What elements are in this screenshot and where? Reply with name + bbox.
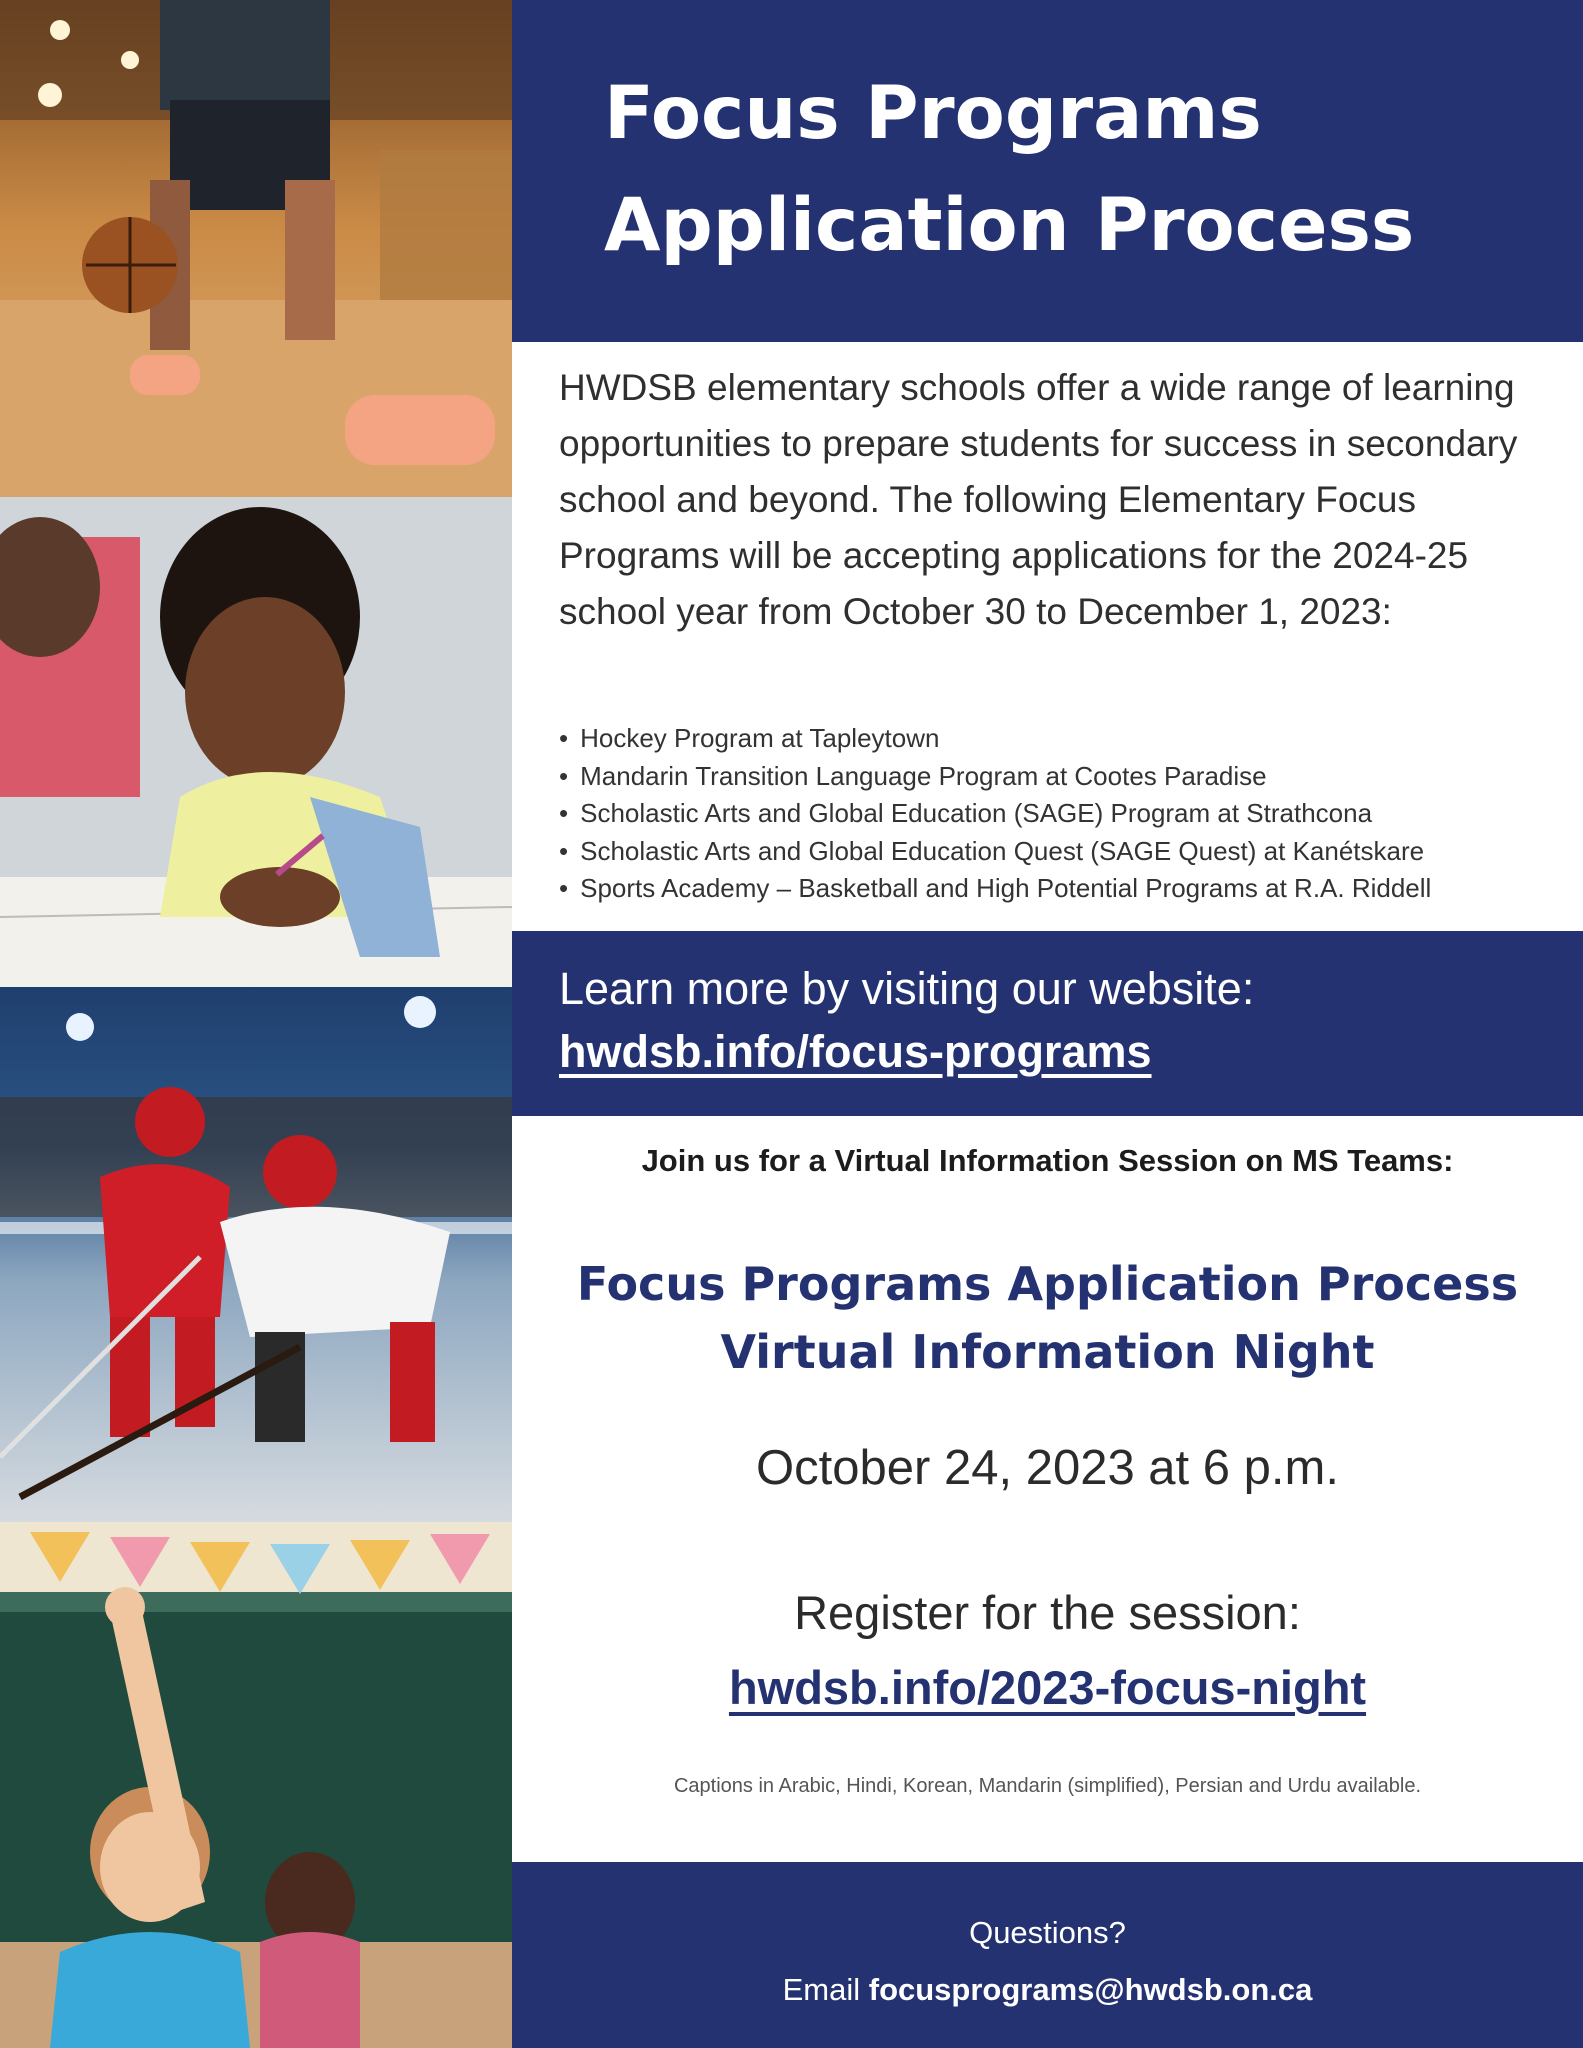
photo-column	[0, 0, 512, 2048]
email-label: Email	[782, 1972, 861, 2007]
youth-hockey-photo	[0, 987, 512, 1522]
register-text: Register for the session:	[794, 1586, 1301, 1639]
list-item: • Scholastic Arts and Global Education (SAGE) Program at Strathcona	[559, 795, 1431, 833]
event-date: October 24, 2023 at 6 p.m.	[756, 1441, 1339, 1495]
email-link[interactable]: focusprograms@hwdsb.on.ca	[868, 1972, 1313, 2007]
program-list	[559, 720, 1431, 908]
register-link[interactable]: hwdsb.info/2023-focus-night	[728, 1661, 1367, 1714]
intro-paragraph: HWDSB elementary schools offer a wide range of learning opportunities to prepare students for success in secondary school and beyond. The following Elementary Focus Programs will be accepting applications for the 2024-25 school year from October 30 to December 1, 2023:	[559, 367, 1518, 632]
learn-more-banner	[512, 931, 1583, 1116]
event-title-line-1: Focus Programs Application Process	[576, 1257, 1519, 1311]
title-banner	[512, 0, 1583, 342]
list-item: • Sports Academy – Basketball and High Potential Programs at R.A. Riddell	[559, 870, 1431, 908]
contact-footer	[512, 1862, 1583, 2048]
captions-note: Captions in Arabic, Hindi, Korean, Mandarin (simplified), Persian and Urdu available.	[673, 1775, 1422, 1797]
classroom-raised-hand-photo	[0, 1522, 512, 2048]
event-title-line-2: Virtual Information Night	[720, 1325, 1375, 1379]
girl-writing-photo	[0, 497, 512, 987]
list-item: • Mandarin Transition Language Program at Cootes Paradise	[559, 758, 1431, 796]
email-line	[512, 1972, 1583, 2008]
list-item: • Scholastic Arts and Global Education Quest (SAGE Quest) at Kanétskare	[559, 833, 1431, 871]
focus-programs-link[interactable]: hwdsb.info/focus-programs	[559, 1026, 1152, 1077]
learn-more-text: Learn more by visiting our website:	[559, 963, 1255, 1014]
basketball-player-photo	[0, 0, 512, 497]
content-column	[512, 0, 1583, 2048]
page-title	[604, 58, 1534, 282]
list-item: • Hockey Program at Tapleytown	[559, 720, 1431, 758]
title-line-2: Application Process	[604, 183, 1415, 268]
title-line-1: Focus Programs	[604, 71, 1262, 156]
questions-label: Questions?	[969, 1915, 1126, 1950]
join-session-text: Join us for a Virtual Information Session on MS Teams:	[641, 1143, 1454, 1178]
event-title	[512, 1250, 1583, 1386]
